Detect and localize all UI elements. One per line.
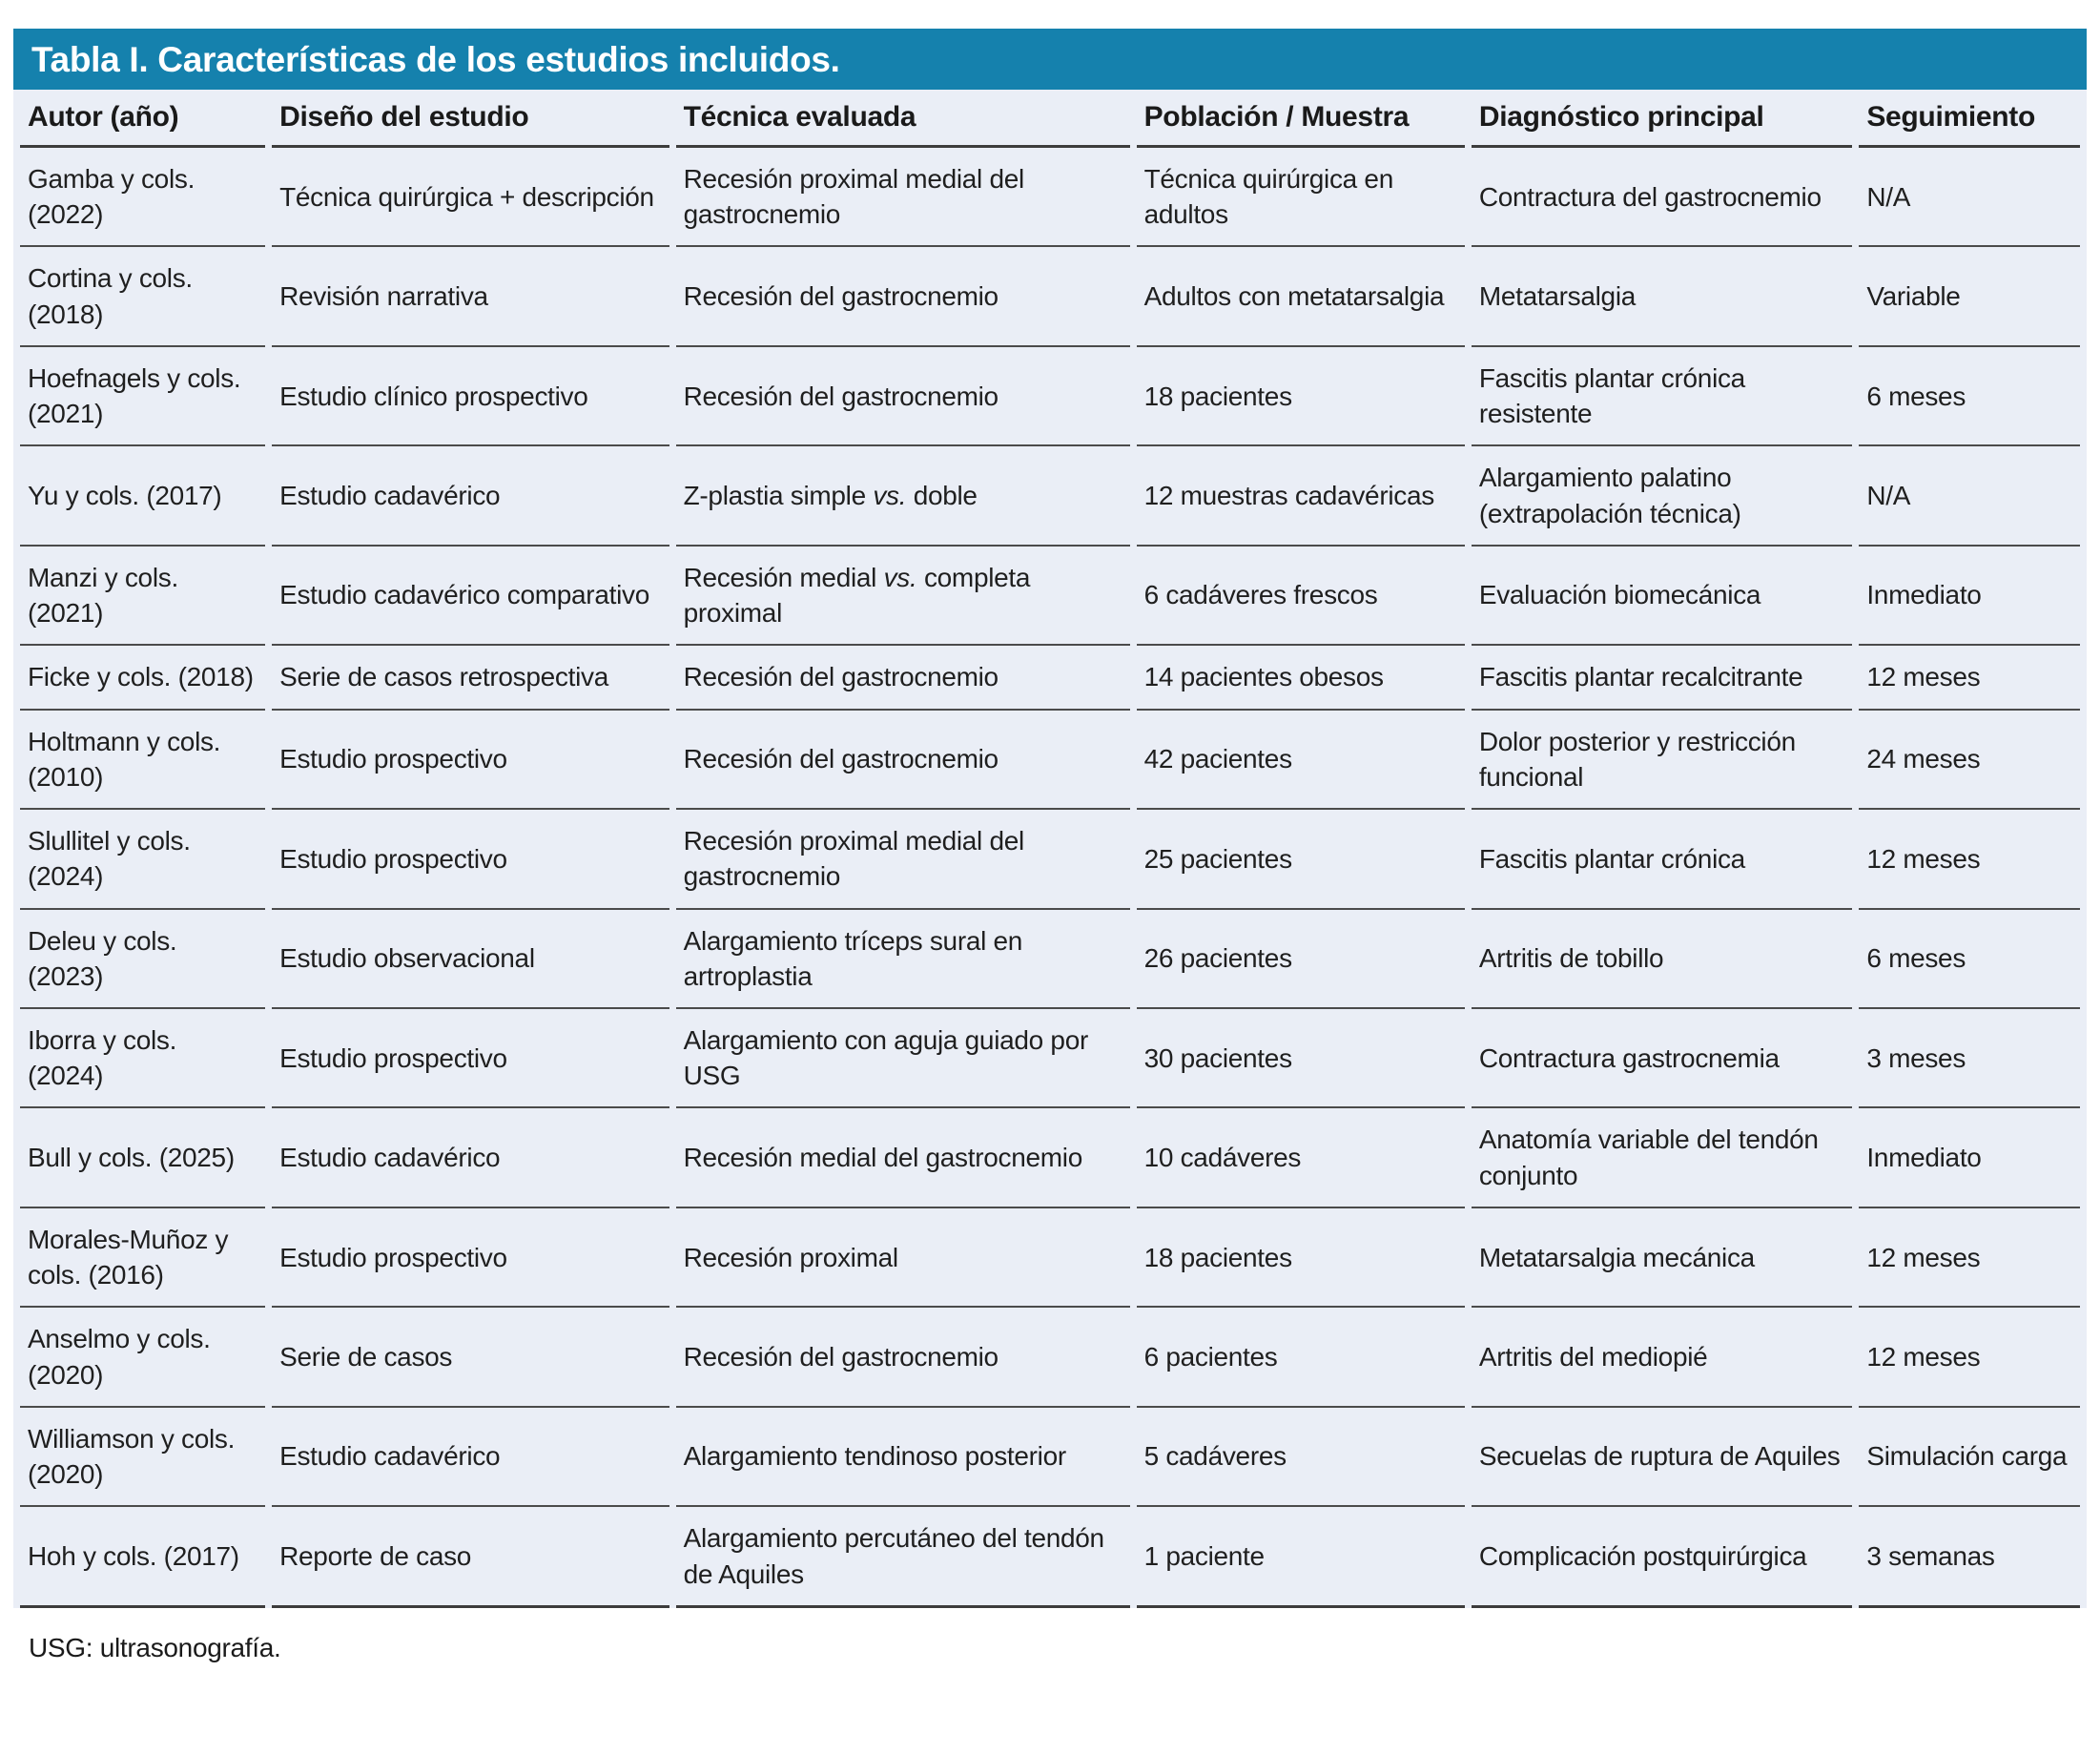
table-cell: Alargamiento percutáneo del tendón de Aquiles [676,1507,1130,1607]
table-cell: Inmediato [1859,1108,2080,1207]
table-body [20,148,2080,1608]
table-cell: 24 meses [1859,711,2080,810]
column-header-2: Técnica evaluada [676,90,1130,148]
table-cell: 3 meses [1859,1009,2080,1108]
table-cell: Morales-Muñoz y cols. (2016) [20,1208,265,1308]
table-cell: Williamson y cols. (2020) [20,1408,265,1507]
table-row [20,247,2080,346]
table-cell: 12 muestras cadavéricas [1137,446,1465,546]
table-row [20,1308,2080,1407]
table-row [20,347,2080,446]
table-cell: Variable [1859,247,2080,346]
header-row [20,90,2080,148]
table-cell: 1 paciente [1137,1507,1465,1607]
table-row [20,446,2080,546]
table-cell: Ficke y cols. (2018) [20,646,265,710]
table-cell: 12 meses [1859,646,2080,710]
table-cell: 18 pacientes [1137,347,1465,446]
table-cell: Estudio cadavérico [272,1408,669,1507]
table-cell: Deleu y cols. (2023) [20,910,265,1009]
table-row [20,1208,2080,1308]
table-cell: 6 meses [1859,910,2080,1009]
column-header-4: Diagnóstico principal [1472,90,1852,148]
table-cell: Anatomía variable del tendón conjunto [1472,1108,1852,1207]
table-cell: Artritis de tobillo [1472,910,1852,1009]
table-cell: Revisión narrativa [272,247,669,346]
table-cell: Contractura del gastrocnemio [1472,148,1852,247]
table-cell: Alargamiento con aguja guiado por USG [676,1009,1130,1108]
table-row [20,547,2080,646]
table-cell: Estudio cadavérico [272,1108,669,1207]
table-cell: Holtmann y cols. (2010) [20,711,265,810]
table-title: Tabla I. Características de los estudios incluidos. [31,40,840,79]
table-cell: Alargamiento tendinoso posterior [676,1408,1130,1507]
table-cell: 12 meses [1859,1208,2080,1308]
table-row [20,148,2080,247]
table-cell: Estudio cadavérico [272,446,669,546]
table-cell: Técnica quirúrgica + descripción [272,148,669,247]
table-cell: Recesión proximal medial del gastrocnemio [676,810,1130,909]
table-cell: Hoefnagels y cols. (2021) [20,347,265,446]
column-header-3: Población / Muestra [1137,90,1465,148]
table-cell: Cortina y cols. (2018) [20,247,265,346]
table-cell: Reporte de caso [272,1507,669,1607]
table-cell: Alargamiento palatino (extrapolación técnica) [1472,446,1852,546]
table-cell: Complicación postquirúrgica [1472,1507,1852,1607]
table-row [20,1009,2080,1108]
table-footnote: USG: ultrasonografía. [29,1632,281,1662]
table-cell: Inmediato [1859,547,2080,646]
table-cell: Estudio prospectivo [272,810,669,909]
table-cell: Simulación carga [1859,1408,2080,1507]
table-cell: 42 pacientes [1137,711,1465,810]
table-cell: 30 pacientes [1137,1009,1465,1108]
table-row [20,646,2080,710]
table-cell: Fascitis plantar recalcitrante [1472,646,1852,710]
table-cell: Fascitis plantar crónica resistente [1472,347,1852,446]
table-cell: Recesión medial vs. completa proximal [676,547,1130,646]
table-cell: Metatarsalgia [1472,247,1852,346]
table-cell: Gamba y cols. (2022) [20,148,265,247]
table-cell: 26 pacientes [1137,910,1465,1009]
table-cell: Recesión proximal medial del gastrocnemio [676,148,1130,247]
table-cell: Artritis del mediopié [1472,1308,1852,1407]
column-header-5: Seguimiento [1859,90,2080,148]
table-cell: Recesión del gastrocnemio [676,711,1130,810]
studies-table [13,90,2087,1608]
table-row [20,910,2080,1009]
table-cell: Recesión proximal [676,1208,1130,1308]
table-cell: Recesión del gastrocnemio [676,1308,1130,1407]
table-cell: Alargamiento tríceps sural en artroplastia [676,910,1130,1009]
table-cell: N/A [1859,148,2080,247]
table-cell: Slullitel y cols. (2024) [20,810,265,909]
table-cell: Estudio prospectivo [272,711,669,810]
table-cell: 6 pacientes [1137,1308,1465,1407]
table-cell: Técnica quirúrgica en adultos [1137,148,1465,247]
table-cell: Estudio observacional [272,910,669,1009]
table-cell: Serie de casos [272,1308,669,1407]
table-cell: 14 pacientes obesos [1137,646,1465,710]
table-cell: Yu y cols. (2017) [20,446,265,546]
table-cell: Anselmo y cols. (2020) [20,1308,265,1407]
column-header-1: Diseño del estudio [272,90,669,148]
table-row [20,810,2080,909]
table-cell: Metatarsalgia mecánica [1472,1208,1852,1308]
table-cell: Evaluación biomecánica [1472,547,1852,646]
column-header-0: Autor (año) [20,90,265,148]
table-row [20,1507,2080,1607]
table-row [20,711,2080,810]
table-cell: Estudio prospectivo [272,1009,669,1108]
table-cell: Estudio prospectivo [272,1208,669,1308]
table-cell: Contractura gastrocnemia [1472,1009,1852,1108]
table-cell: Serie de casos retrospectiva [272,646,669,710]
table-cell: Recesión del gastrocnemio [676,646,1130,710]
table-row [20,1108,2080,1207]
table-cell: Recesión del gastrocnemio [676,247,1130,346]
table-cell: N/A [1859,446,2080,546]
table-cell: Iborra y cols. (2024) [20,1009,265,1108]
table-cell: Estudio clínico prospectivo [272,347,669,446]
table-cell: Z-plastia simple vs. doble [676,446,1130,546]
table-cell: 10 cadáveres [1137,1108,1465,1207]
table-row [20,1408,2080,1507]
table-cell: Adultos con metatarsalgia [1137,247,1465,346]
table-cell: 6 cadáveres frescos [1137,547,1465,646]
table-cell: Recesión del gastrocnemio [676,347,1130,446]
table-cell: 25 pacientes [1137,810,1465,909]
table-cell: Manzi y cols. (2021) [20,547,265,646]
table-cell: 6 meses [1859,347,2080,446]
table-cell: Secuelas de ruptura de Aquiles [1472,1408,1852,1507]
table-title-bar [13,29,2087,90]
table-cell: 12 meses [1859,810,2080,909]
table-header [20,90,2080,148]
table-cell: 12 meses [1859,1308,2080,1407]
table-cell: 5 cadáveres [1137,1408,1465,1507]
table-cell: 3 semanas [1859,1507,2080,1607]
table-cell: Dolor posterior y restricción funcional [1472,711,1852,810]
table-cell: Fascitis plantar crónica [1472,810,1852,909]
table-cell: Bull y cols. (2025) [20,1108,265,1207]
table-cell: Estudio cadavérico comparativo [272,547,669,646]
table-cell: 18 pacientes [1137,1208,1465,1308]
table-cell: Recesión medial del gastrocnemio [676,1108,1130,1207]
table-cell: Hoh y cols. (2017) [20,1507,265,1607]
